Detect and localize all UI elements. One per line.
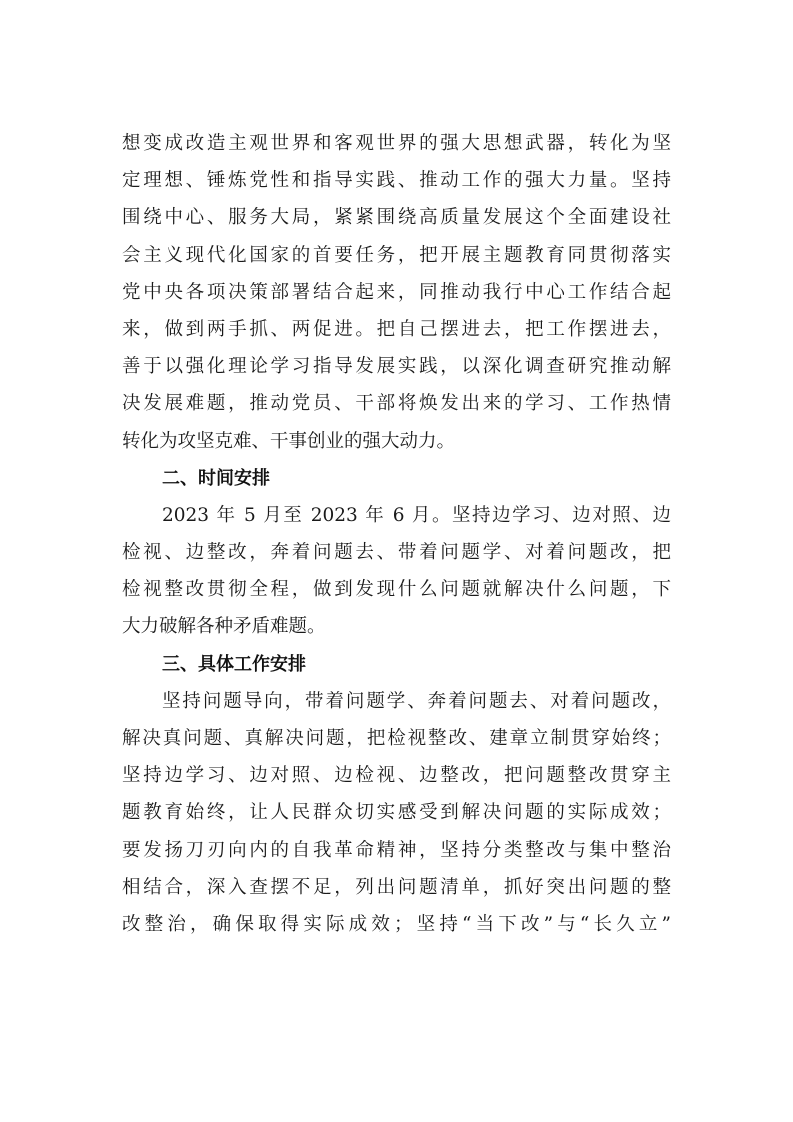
text-line: 决发展难题，推动党员、干部将焕发出来的学习、工作热情 [122, 393, 671, 415]
text-line: 坚持问题导向，带着问题学、奔着问题去、对着问题改， [162, 690, 671, 712]
section-heading-schedule: 二、时间安排 [162, 467, 270, 489]
text-line: 解决真问题、真解决问题，把检视整改、建章立制贯穿始终； [122, 728, 671, 749]
text-line: 围绕中心、服务大局，紧紧围绕高质量发展这个全面建设社 [122, 207, 671, 229]
text-line: 题教育始终，让人民群众切实感受到解决问题的实际成效； [122, 802, 671, 824]
paragraph-schedule [122, 497, 671, 646]
text-line: 要发扬刀刃向内的自我革命精神，坚持分类整改与集中整治 [122, 839, 671, 861]
paragraph-theme-education [122, 125, 671, 460]
text-line: 会主义现代化国家的首要任务，把开展主题教育同贯彻落实 [122, 244, 671, 266]
text-line: 检视、边整改，奔着问题去、带着问题学、对着问题改，把 [122, 542, 671, 564]
text-line: 2023 年 5 月至 2023 年 6 月。坚持边学习、边对照、边 [162, 504, 671, 526]
text-line: 相结合，深入查摆不足，列出问题清单，抓好突出问题的整 [122, 876, 671, 898]
section-heading-work-arrangement: 三、具体工作安排 [162, 653, 306, 675]
text-line: 改整治，确保取得实际成效；坚持“当下改”与“长久立” [122, 913, 671, 935]
text-line: 善于以强化理论学习指导发展实践，以深化调查研究推动解 [122, 356, 671, 378]
paragraph-work-arrangement [122, 683, 671, 943]
text-line: 来，做到两手抓、两促进。把自己摆进去，把工作摆进去， [122, 318, 671, 340]
document-page [122, 125, 671, 943]
text-line: 大力破解各种矛盾难题。 [122, 616, 326, 638]
text-line: 党中央各项决策部署结合起来，同推动我行中心工作结合起 [122, 281, 671, 303]
text-line: 转化为攻坚克难、干事创业的强大动力。 [122, 430, 456, 452]
text-line: 检视整改贯彻全程，做到发现什么问题就解决什么问题，下 [122, 579, 671, 601]
text-line: 想变成改造主观世界和客观世界的强大思想武器，转化为坚 [122, 133, 671, 154]
text-line: 定理想、锤炼党性和指导实践、推动工作的强大力量。坚持 [122, 170, 671, 192]
text-line: 坚持边学习、边对照、边检视、边整改，把问题整改贯穿主 [122, 765, 671, 787]
